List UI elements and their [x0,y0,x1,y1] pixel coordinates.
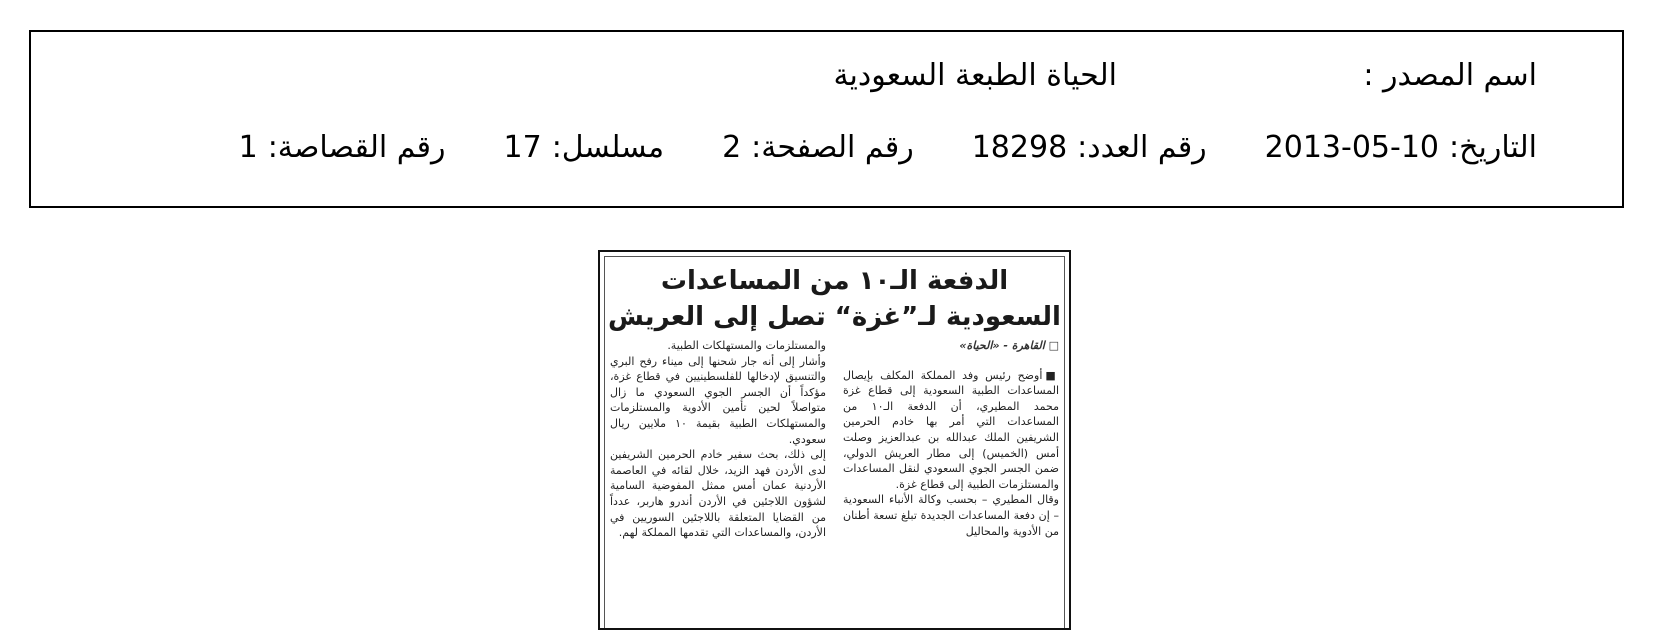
source-label: اسم المصدر : [1363,58,1537,93]
article-columns [610,338,1059,628]
page-field [722,128,914,168]
issue-field [972,128,1207,168]
issue-value: 18298 [971,130,1068,165]
metadata-row [239,128,1537,168]
headline-line-1: الدفعة الـ١٠ من المساعدات [660,266,1009,296]
newspaper-clipping [598,250,1071,630]
clip-number-field [239,128,446,168]
serial-label: مسلسل: [551,130,665,165]
article-paragraph: والمستلزمات والمستهلكات الطبية. [667,339,826,352]
article-paragraph: وأشار إلى أنه جار شحنها إلى ميناء رفح البري والتنسيق لإدخالها للفلسطينيين في قطاع غزة، مؤكداً أن الجسر الجوي السعودي ما زال متواصلاً لحين تأمين الأدوية والمستلزمات والمستهلكات الطبية بقيمة ١٠ ملايين ريال سعودي. [610,354,826,446]
date-field [1265,128,1537,168]
date-value: 2013-05-10 [1264,130,1440,165]
page-value: 2 [722,130,742,165]
clip-number-value: 1 [238,130,258,165]
article-byline: □ القاهرة - «الحياة» [959,339,1059,352]
source-value: الحياة الطبعة السعودية [833,58,1117,93]
date-label: التاريخ: [1449,130,1537,165]
clip-number-label: رقم القصاصة: [267,130,446,165]
article-paragraph: وقال المطيري – بحسب وكالة الأنباء السعودية – إن دفعة المساعدات الجديدة تبلغ تسعة أطنان من الأدوية والمحاليل [843,493,1059,538]
article-paragraph: إلى ذلك، بحث سفير خادم الحرمين الشريفين لدى الأردن فهد الزيد، خلال لقائه في العاصمة الأردنية عمان أمس ممثل المفوضية السامية لشؤون اللاجئين في الأردن أندرو هاربر، عدداً من القضايا المتعلقة باللاجئين السوريين في الأردن، والمساعدات التي تقدمها المملكة لهم. [610,448,826,540]
serial-value: 17 [503,130,542,165]
article-headline [605,263,1064,335]
article-column-left [610,338,826,628]
page-label: رقم الصفحة: [751,130,914,165]
article-column-right [843,338,1059,628]
issue-label: رقم العدد: [1077,130,1207,165]
article-paragraph: ■أوضح رئيس وفد المملكة المكلف بإيصال المساعدات الطبية السعودية إلى قطاع غزة محمد المطيري، أن الدفعة الـ١٠ من المساعدات التي أمر بها خادم الحرمين الشريفين الملك عبدالله بن عبدالعزيز وصلت أمس (الخميس) إلى مطار العريش الدولي، ضمن الجسر الجوي السعودي لنقل المساعدات والمستلزمات الطبية إلى قطاع غزة. [843,368,1059,491]
lead-square-icon: ■ [1045,368,1059,382]
source-info-box [29,30,1624,208]
serial-field [504,128,665,168]
headline-line-2: السعودية لـ”غزة“ تصل إلى العريش [608,302,1061,332]
